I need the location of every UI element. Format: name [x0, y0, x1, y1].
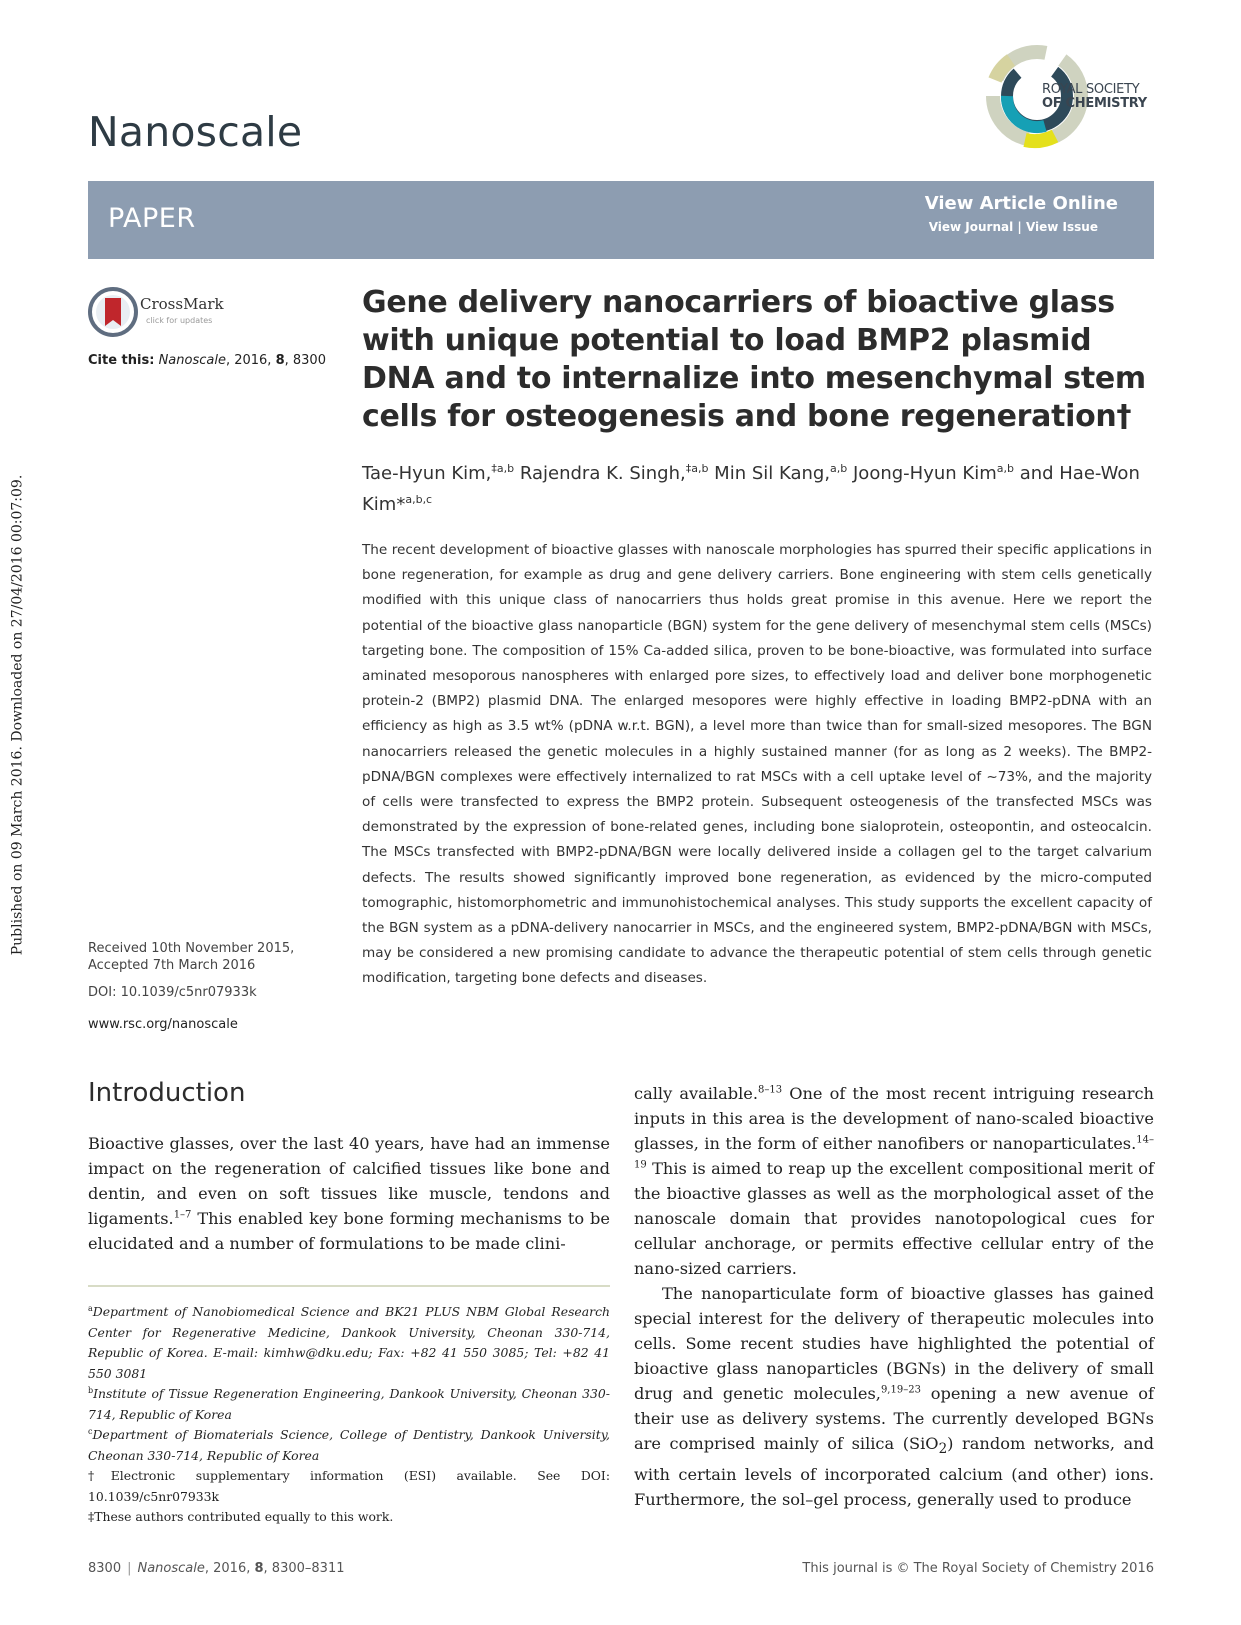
- intro-paragraph-3: [634, 1281, 1154, 1512]
- link-separator: |: [1017, 220, 1022, 234]
- page-number: 8300: [88, 1561, 122, 1576]
- view-issue-link[interactable]: View Issue: [1025, 220, 1098, 234]
- view-article-online-link[interactable]: View Article Online: [924, 193, 1118, 214]
- footnote-affiliation-a: $^a$Department of Nanobiomedical Science and BK21 PLUS NBM Global Research Center for Regenerative Medicine, Dankook University, Cheonan 330-714, Republic of Korea. E-mail: kimhw@dku.edu; Fax: +82 41 550 3085; Tel: +82 41 550 3081: [88, 1303, 610, 1381]
- section-heading-introduction: Introduction: [88, 1078, 246, 1108]
- view-journal-link[interactable]: View Journal: [928, 220, 1014, 234]
- author-name: Joong-Hyun Kim: [847, 463, 997, 484]
- author-affiliation: ‡a,b: [685, 462, 709, 475]
- accepted-date: Accepted 7th March 2016: [88, 958, 256, 973]
- author-affiliation: a,b: [996, 462, 1014, 475]
- cite-year: , 2016,: [225, 353, 276, 368]
- footnote-affiliation-c: $^c$Department of Biomaterials Science, College of Dentistry, Dankook University, Cheonan 330-714, Republic of Korea: [88, 1426, 610, 1463]
- footer-journal: Nanoscale: [137, 1561, 205, 1576]
- author-name: Tae-Hyun Kim,: [362, 463, 492, 484]
- download-stamp: [5, 474, 29, 956]
- footnote-affiliation-b: $^b$Institute of Tissue Regeneration Engineering, Dankook University, Cheonan 330-714, Republic of Korea: [88, 1385, 610, 1422]
- rsc-logo-line2: OF CHEMISTRY: [1042, 96, 1147, 111]
- citation-ref[interactable]: 8–13: [758, 1084, 783, 1096]
- paper-header-band: [88, 181, 1154, 259]
- body-text-span: ) random networks, and with certain levels of incorporated calcium (and other) ions. Furthermore, the sol–gel process, generally used to produce: [634, 1434, 1154, 1510]
- doi: DOI: 10.1039/c5nr07933k: [88, 985, 257, 1000]
- body-text-span: Bioactive glasses, over the last 40 years, have had an immense impact on the regeneration of calcified tissues like bone and dentin, and even on soft tissues like muscle, tendons and ligaments.: [88, 1134, 610, 1228]
- footnotes: [88, 1302, 610, 1528]
- footer-pages: , 8300–8311: [263, 1561, 345, 1576]
- citation-ref[interactable]: 9,19–23: [880, 1384, 921, 1396]
- author-affiliation: a,b,c: [405, 493, 433, 506]
- abstract: The recent development of bioactive glasses with nanoscale morphologies has spurred their specific applications in bone regeneration, for example as drug and gene delivery carriers. Bone engineering with stem cells genetically modified with this unique class of nanocarriers thus holds great promise in this avenue. Here we report the potential of the bioactive glass nanoparticle (BGN) system for the gene delivery of mesenchymal stem cells (MSCs) targeting bone. The composition of 15% Ca-added silica, proven to be bone-bioactive, was formulated into surface aminated mesoporous nanospheres with enlarged pore sizes, to effectively load and deliver bone morphogenetic protein-2 (BMP2) plasmid DNA. The enlarged mesopores were highly effective in loading BMP2-pDNA with an efficiency as high as 3.5 wt% (pDNA w.r.t. BGN), a level more than twice than for small-sized mesopores. The BGN nanocarriers released the genetic molecules in a highly sustained manner (for as long as 2 weeks). The BMP2-pDNA/BGN complexes were effectively internalized to rat MSCs with a cell uptake level of ~73%, and the majority of cells were transfected to express the BMP2 protein. Subsequent osteogenesis of the transfected MSCs was demonstrated by the expression of bone-related genes, including bone sialoprotein, osteopontin, and osteocalcin. The MSCs transfected with BMP2-pDNA/BGN were locally delivered inside a collagen gel to the target calvarium defects. The results showed significantly improved bone regeneration, as evidenced by the micro-computed tomographic, histomorphometric and immunohistochemical analyses. This study supports the excellent capacity of the BGN system as a pDNA-delivery nanocarrier in MSCs, and the engineered system, BMP2-pDNA/BGN with MSCs, may be considered a new promising candidate to advance the therapeutic potential of stem cells through genetic modification, targeting bone defects and diseases.: [362, 542, 1152, 987]
- journal-url-link[interactable]: www.rsc.org/nanoscale: [88, 1017, 238, 1032]
- cite-journal: Nanoscale: [158, 353, 226, 368]
- crossmark-badge[interactable]: [88, 287, 228, 339]
- crossmark-icon: [88, 287, 138, 337]
- citation-ref[interactable]: 1–7: [173, 1209, 192, 1221]
- cite-page: , 8300: [284, 353, 326, 368]
- article-dates: [88, 940, 294, 974]
- view-links: [929, 220, 1098, 234]
- copyright-notice: This journal is © The Royal Society of Chemistry 2016: [802, 1561, 1154, 1576]
- body-text-span: The nanoparticulate form of bioactive glasses has gained special interest for the delivery of therapeutic molecules into cells. Some recent studies have highlighted the potential of bioactive glass nanoparticles (BGNs) in the delivery of small drug and genetic molecules,: [634, 1284, 1154, 1403]
- author-affiliation: a,b: [830, 462, 848, 475]
- author-affiliation: ‡a,b: [491, 462, 515, 475]
- footnote-divider: [88, 1285, 610, 1287]
- article-title: Gene delivery nanocarriers of bioactive glass with unique potential to load BMP2 plasmid DNA and to internalize into mesenchymal stem cells for osteogenesis and bone regeneration†: [362, 285, 1146, 434]
- body-text-span: This enabled key bone forming mechanisms to be elucidated and a number of formulations to be made clini-: [88, 1209, 610, 1253]
- subscript: 2: [938, 1441, 948, 1458]
- author-name: and Hae-Won Kim*: [362, 463, 1140, 515]
- cite-prefix: Cite this:: [88, 353, 155, 368]
- citation: [88, 353, 326, 368]
- footnote-equal-contribution: ‡These authors contributed equally to this work.: [88, 1509, 394, 1524]
- crossmark-sub: click for updates: [146, 316, 213, 325]
- body-text-span: cally available.: [634, 1084, 759, 1103]
- citation-ref[interactable]: 14–19: [634, 1134, 1154, 1171]
- received-date: Received 10th November 2015,: [88, 941, 295, 956]
- article-type-label: PAPER: [108, 203, 196, 234]
- footer-year: , 2016,: [204, 1561, 255, 1576]
- intro-paragraph-1: [88, 1131, 610, 1256]
- rsc-logo-line1: ROYAL SOCIETY: [1042, 82, 1140, 97]
- page-footer-left: [88, 1561, 344, 1576]
- crossmark-label: CrossMark: [140, 295, 224, 313]
- journal-title: Nanoscale: [88, 108, 303, 156]
- author-list: [362, 456, 1152, 518]
- footer-volume: 8: [254, 1561, 264, 1576]
- cite-volume: 8: [275, 353, 285, 368]
- body-text-span: One of the most recent intriguing research inputs in this area is the development of nano-scaled bioactive glasses, in the form of either nanofibers or nanoparticulates.: [634, 1084, 1154, 1153]
- footnote-esi: †Electronic supplementary information (ESI) available. See DOI: 10.1039/c5nr07933k: [88, 1468, 610, 1504]
- body-text-span: This is aimed to reap up the excellent compositional merit of the bioactive glasses as well as the morphological asset of the nanoscale domain that provides nanotopological cues for cellular anchorage, or permits effective cellular entry of the nano-sized carriers.: [634, 1159, 1154, 1278]
- author-name: Min Sil Kang,: [708, 463, 831, 484]
- body-text-span: opening a new avenue of their use as delivery systems. The currently developed BGNs are comprised mainly of silica (SiO: [634, 1384, 1154, 1453]
- rsc-logo: [985, 40, 1160, 155]
- footer-separator: |: [127, 1561, 132, 1576]
- download-stamp-text: Published on 09 March 2016. Downloaded on 27/04/2016 00:07:09.: [9, 474, 25, 956]
- intro-paragraph-2: [634, 1081, 1154, 1281]
- author-name: Rajendra K. Singh,: [514, 463, 686, 484]
